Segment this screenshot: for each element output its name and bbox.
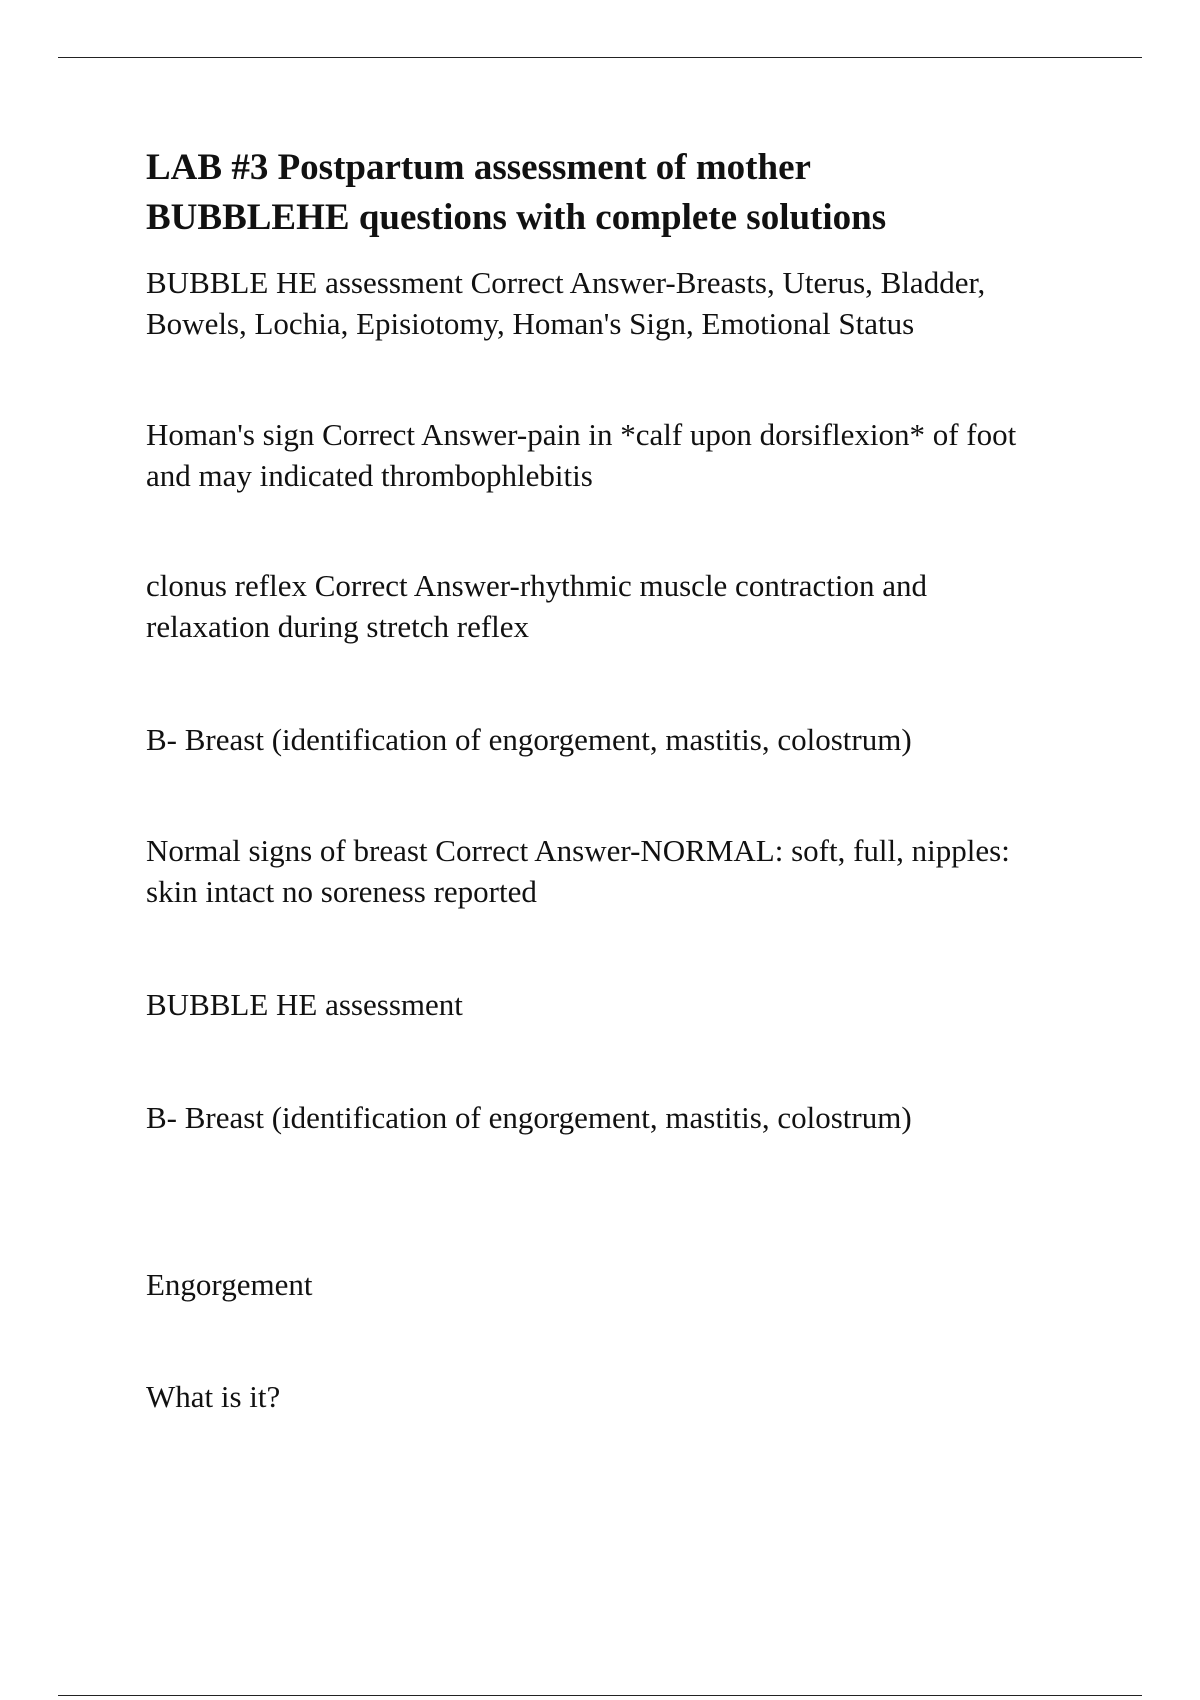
title-line-2: BUBBLEHE questions with complete solutions xyxy=(146,197,887,238)
paragraph-line: BUBBLE HE assessment xyxy=(146,987,463,1022)
paragraph-homans-sign xyxy=(146,414,1086,496)
paragraph-engorgement xyxy=(146,1264,1086,1305)
paragraph-line: relaxation during stretch reflex xyxy=(146,609,530,644)
paragraph-line: B- Breast (identification of engorgement, mastitis, colostrum) xyxy=(146,722,912,757)
paragraph-normal-breast-signs xyxy=(146,830,1086,912)
paragraph-what-is-it xyxy=(146,1376,1086,1417)
paragraph-line: clonus reflex Correct Answer-rhythmic muscle contraction and xyxy=(146,568,928,603)
header-divider xyxy=(58,57,1142,58)
paragraph-bubble-he-answer xyxy=(146,262,1086,344)
paragraph-breast-heading-repeat xyxy=(146,1097,1086,1138)
paragraph-line: Normal signs of breast Correct Answer-NORMAL: soft, full, nipples: xyxy=(146,833,1010,868)
paragraph-line: Engorgement xyxy=(146,1267,313,1302)
title-line-1: LAB #3 Postpartum assessment of mother xyxy=(146,147,811,188)
paragraph-line: Bowels, Lochia, Episiotomy, Homan's Sign, Emotional Status xyxy=(146,306,915,341)
paragraph-line: BUBBLE HE assessment Correct Answer-Breasts, Uterus, Bladder, xyxy=(146,265,986,300)
paragraph-line: and may indicated thrombophlebitis xyxy=(146,458,593,493)
paragraph-clonus-reflex xyxy=(146,565,1086,647)
paragraph-bubble-he-heading xyxy=(146,984,1086,1025)
footer-divider xyxy=(58,1695,1142,1696)
paragraph-line: What is it? xyxy=(146,1379,281,1414)
paragraph-line: skin intact no soreness reported xyxy=(146,874,537,909)
document-title xyxy=(146,143,1106,243)
paragraph-breast-heading xyxy=(146,719,1086,760)
paragraph-line: Homan's sign Correct Answer-pain in *calf upon dorsiflexion* of foot xyxy=(146,417,1017,452)
paragraph-line: B- Breast (identification of engorgement, mastitis, colostrum) xyxy=(146,1100,912,1135)
